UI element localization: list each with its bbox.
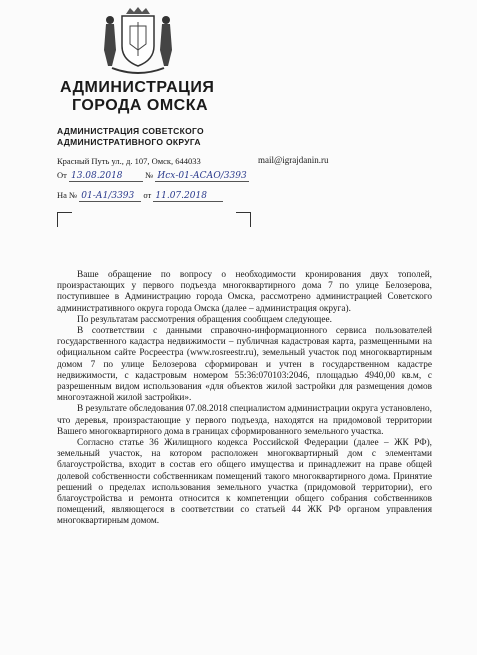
address-field-corner-right	[236, 212, 251, 227]
omsk-coat-of-arms-icon	[98, 6, 178, 78]
from-label: От	[57, 170, 67, 180]
on-from-label: от	[143, 190, 152, 200]
body-paragraph: В соответствии с данными справочно-информационного сервиса пользователей государственного кадастра недвижимости – публичная кадастровая карта, размещенными на официальном сайте Росреестра (www.rosreestr.ru), земельный участок под многоквартирным домом 7 по улице Белозерова сформирован и учтен в государственном кадастре недвижимости, с кадастровым номером 55:36:070103:2046, площадью 4940,00 кв.м, с разрешенным видом использования «для объектов жилой застройки для размещения домов многоэтажной жилой застройки».	[57, 326, 432, 404]
sub-org-line2: АДМИНИСТРАТИВНОГО ОКРУГА	[57, 137, 201, 147]
org-title-line1: АДМИНИСТРАЦИЯ	[60, 79, 215, 96]
incoming-number: 01-А1/3393	[79, 191, 141, 202]
outgoing-number: Исх-01-АСАО/3393	[155, 171, 249, 182]
org-title-line2: ГОРОДА ОМСКА	[72, 97, 209, 114]
incoming-date: 11.07.2018	[153, 191, 223, 202]
body-paragraph: Согласно статье 36 Жилищного кодекса Российской Федерации (далее – ЖК РФ), земельный участок, на котором расположен многоквартирный дом с элементами благоустройства, входит в состав его общего имущества и принадлежит на праве общей долевой собственности собственникам помещений такого многоквартирного дома. Принятие решений о пределах использования земельного участка (придомовой территории), его благоустройства и ремонта относится к компетенции общего собрания собственников помещений, являющегося в соответствии со статьей 44 ЖК РФ органом управления многоквартирным домом.	[57, 438, 432, 527]
outgoing-ref	[57, 170, 249, 182]
incoming-ref	[57, 190, 223, 202]
org-email: mail@igrajdanin.ru	[258, 155, 329, 165]
address-field-corner-left	[57, 212, 72, 227]
sub-org-line1: АДМИНИСТРАЦИЯ СОВЕТСКОГО	[57, 126, 204, 136]
number-label: №	[145, 170, 154, 180]
body-paragraph: По результатам рассмотрения обращения сообщаем следующее.	[77, 314, 332, 325]
body-paragraph: В результате обследования 07.08.2018 специалистом администрации округа установлено, что деревья, произрастающие у первого подъезда, находятся на придомовой территории Вашего многоквартирного дома в границах сформированного земельного участка.	[57, 404, 432, 437]
outgoing-date: 13.08.2018	[69, 171, 143, 182]
org-address: Красный Путь ул., д. 107, Омск, 644033	[57, 156, 201, 166]
body-paragraph: Ваше обращение по вопросу о необходимости кронирования двух тополей, произрастающих у первого подъезда многоквартирного дома 7 по улице Белозерова, поступившее в Администрацию города Омска, рассмотрено администрацией Советского административного округа города Омска (далее – администрация округа).	[57, 270, 432, 314]
letter-body	[57, 270, 432, 528]
on-number-label: На №	[57, 190, 78, 200]
